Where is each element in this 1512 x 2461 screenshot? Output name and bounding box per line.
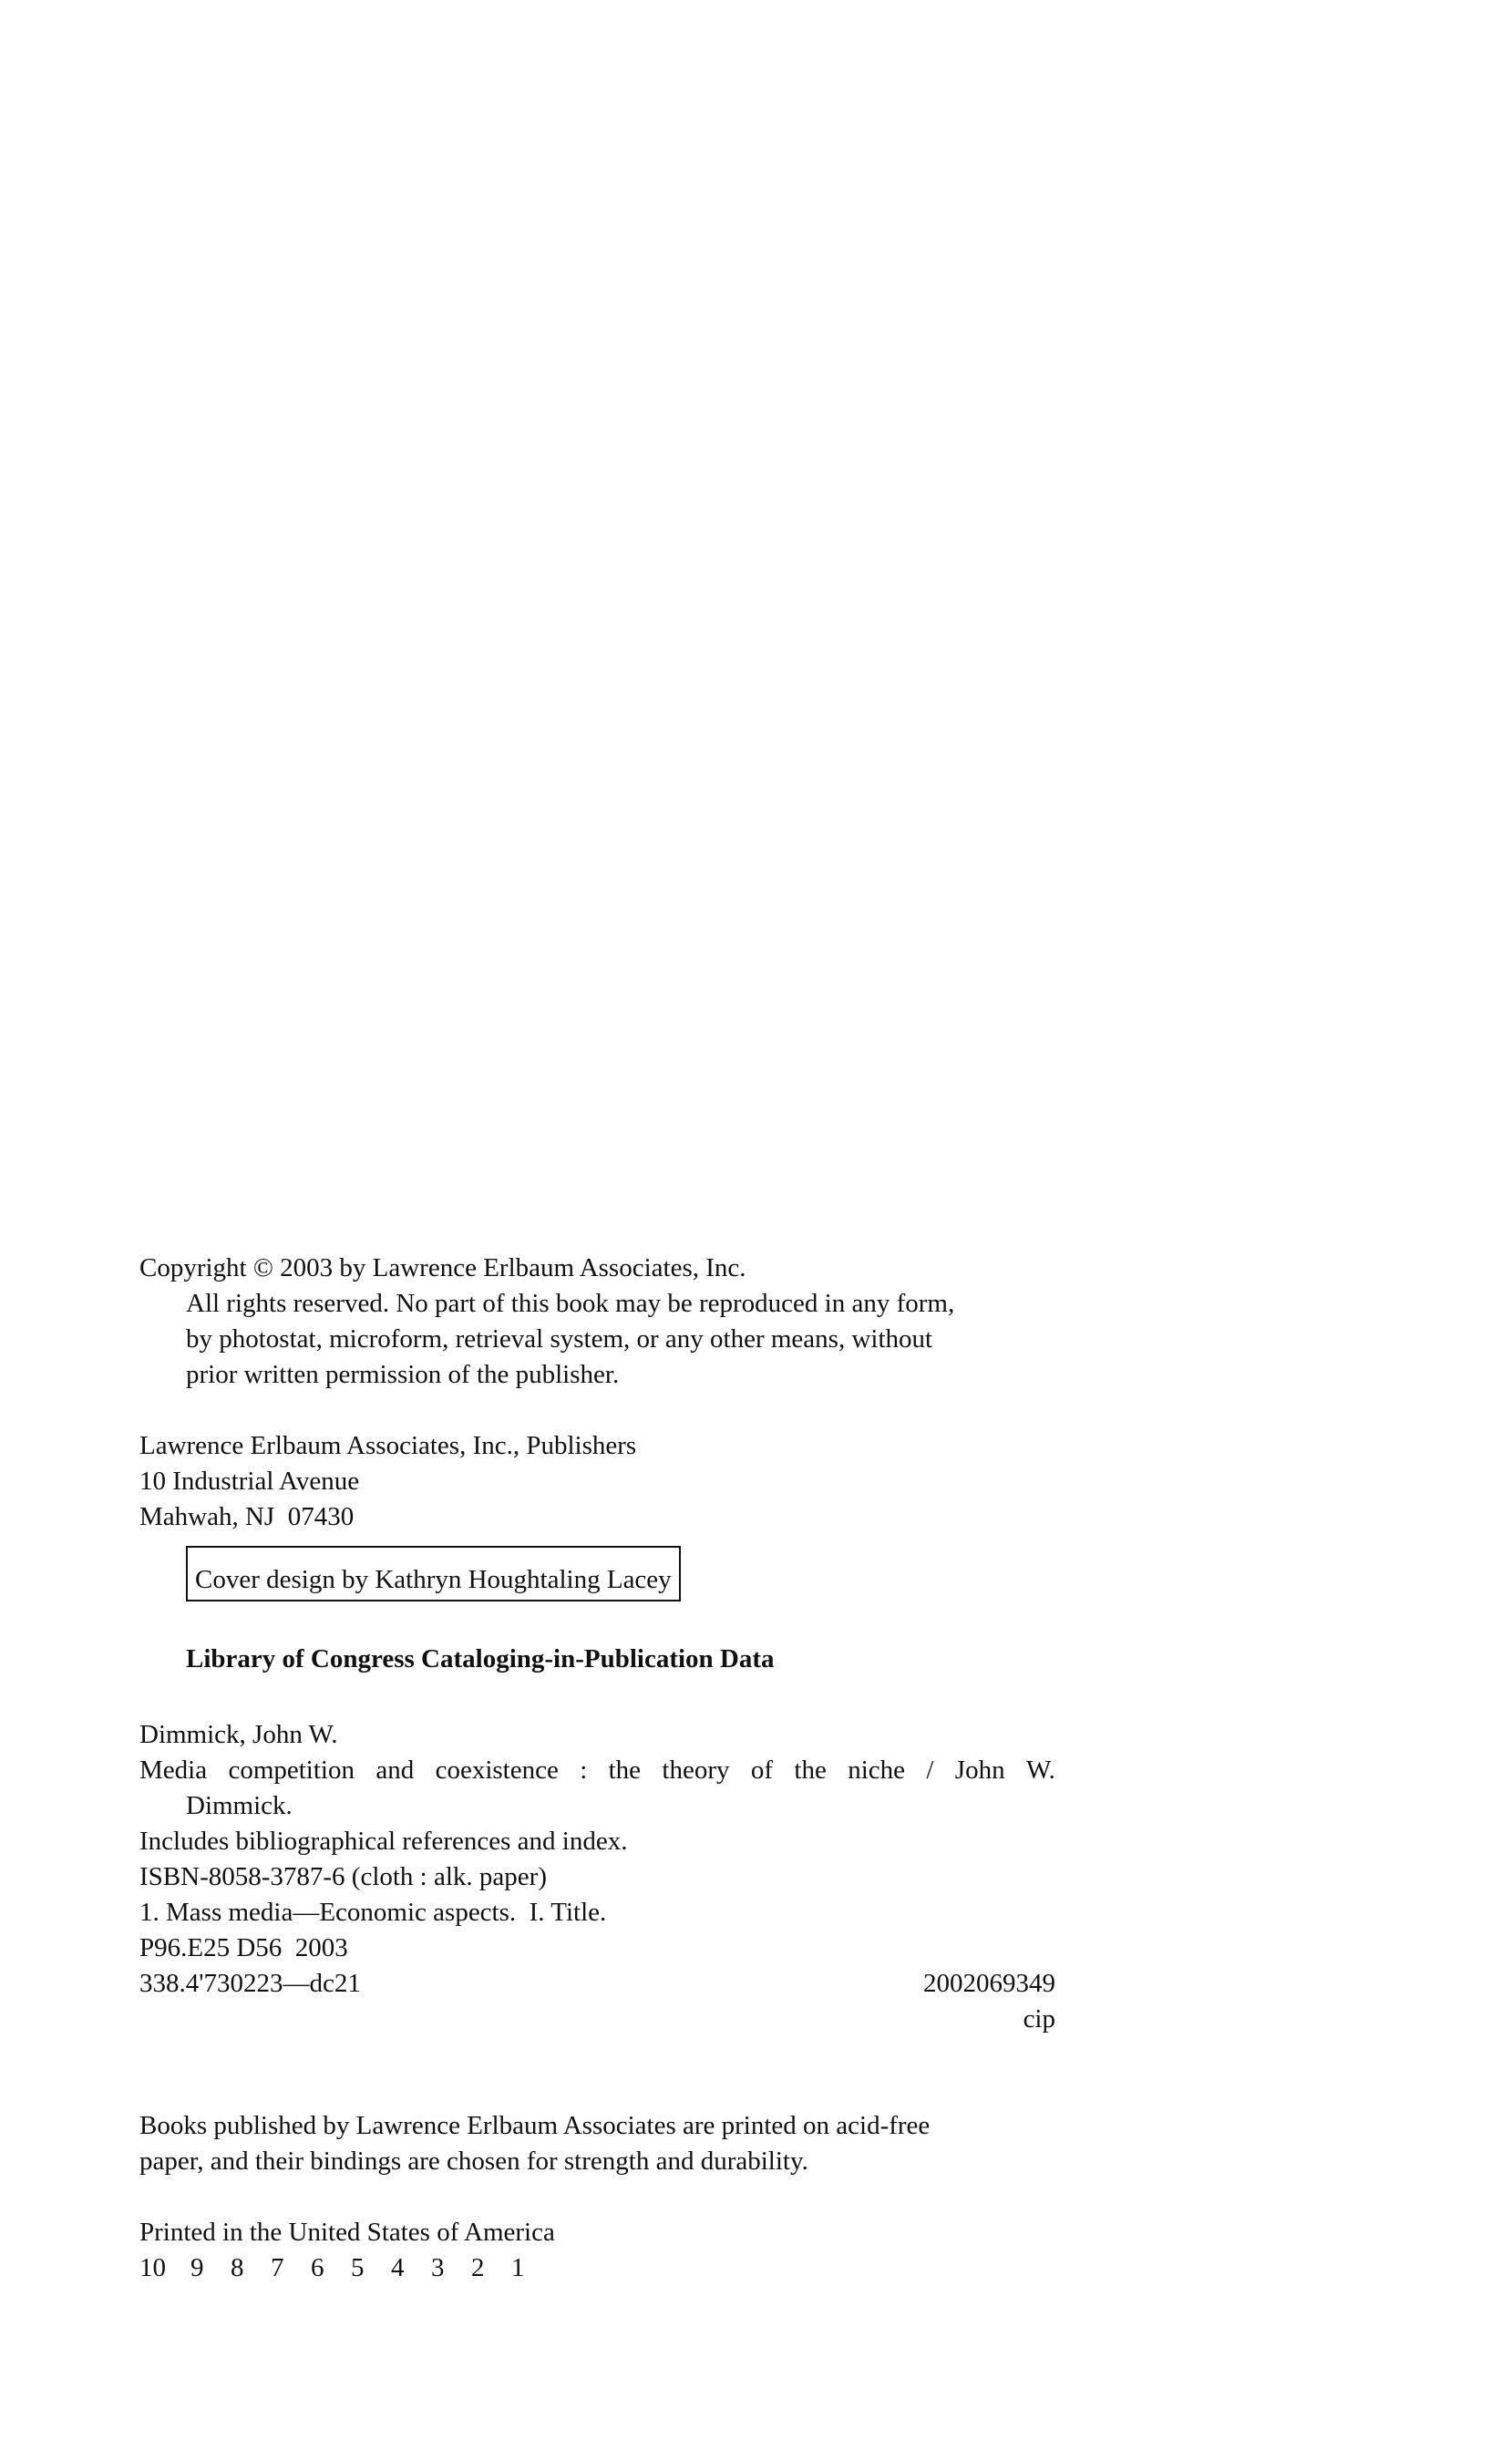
cip-title-word: W. <box>1025 1756 1055 1785</box>
print-number: 4 <box>391 2253 405 2282</box>
cip-title-continuation: Dimmick. <box>186 1791 293 1820</box>
cip-title-word: Media <box>139 1756 208 1785</box>
rights-line-1: All rights reserved. No part of this book may be reproduced in any form, <box>186 1289 955 1318</box>
cip-title-word: competition <box>228 1756 355 1785</box>
print-line <box>139 2250 1055 2286</box>
cip-title-word: and <box>375 1756 415 1785</box>
print-number: 6 <box>311 2253 324 2282</box>
rights-line-3: prior written permission of the publisher. <box>186 1360 620 1389</box>
cip-title-word: / <box>926 1756 934 1785</box>
cip-dewey: 338.4'730223—dc21 <box>139 1969 361 1998</box>
cip-isbn: ISBN-8058-3787-6 (cloth : alk. paper) <box>139 1862 547 1891</box>
rights-line-2: by photostat, microform, retrieval system, or any other means, without <box>186 1324 933 1354</box>
cip-title-word: theory <box>662 1756 730 1785</box>
cip-subjects: 1. Mass media—Economic aspects. I. Title. <box>139 1898 607 1927</box>
cip-title-word: niche <box>848 1756 906 1785</box>
cip-label: cip <box>1023 2004 1055 2034</box>
print-number: 7 <box>271 2253 284 2282</box>
cip-dewey-row <box>139 1966 1055 2002</box>
cip-bibliography: Includes bibliographical references and index. <box>139 1827 628 1856</box>
print-number: 5 <box>351 2253 365 2282</box>
cip-lccn: 2002069349 <box>923 1969 1055 1998</box>
print-number: 10 <box>139 2253 166 2282</box>
printed-in: Printed in the United States of America <box>139 2218 555 2247</box>
publisher-name: Lawrence Erlbaum Associates, Inc., Publishers <box>139 1431 637 1460</box>
cip-title-word: John <box>954 1756 1005 1785</box>
cip-heading: Library of Congress Cataloging-in-Publication Data <box>186 1644 775 1673</box>
publisher-city: Mahwah, NJ 07430 <box>139 1502 355 1531</box>
paper-note-line-1: Books published by Lawrence Erlbaum Associates are printed on acid-free <box>139 2111 931 2140</box>
cip-title-word: coexistence <box>435 1756 559 1785</box>
copyright-line: Copyright © 2003 by Lawrence Erlbaum Associates, Inc. <box>139 1253 746 1282</box>
copyright-page-content <box>139 1251 1055 2286</box>
cip-title-word: the <box>794 1756 827 1785</box>
cover-credit-box <box>186 1546 681 1601</box>
paper-note-line-2: paper, and their bindings are chosen for strength and durability. <box>139 2147 808 2176</box>
cip-title-line <box>139 1753 1055 1788</box>
cip-title-word: : <box>580 1756 588 1785</box>
print-number: 3 <box>431 2253 445 2282</box>
cip-title-word: of <box>750 1756 774 1785</box>
print-number: 1 <box>511 2253 525 2282</box>
print-number: 8 <box>231 2253 244 2282</box>
cover-credit: Cover design by Kathryn Houghtaling Lacey <box>195 1565 672 1594</box>
cip-title-word: the <box>608 1756 642 1785</box>
cip-author: Dimmick, John W. <box>139 1720 338 1749</box>
publisher-street: 10 Industrial Avenue <box>139 1467 360 1496</box>
cip-call-number: P96.E25 D56 2003 <box>139 1933 348 1962</box>
print-number: 9 <box>190 2253 204 2282</box>
print-number: 2 <box>471 2253 485 2282</box>
